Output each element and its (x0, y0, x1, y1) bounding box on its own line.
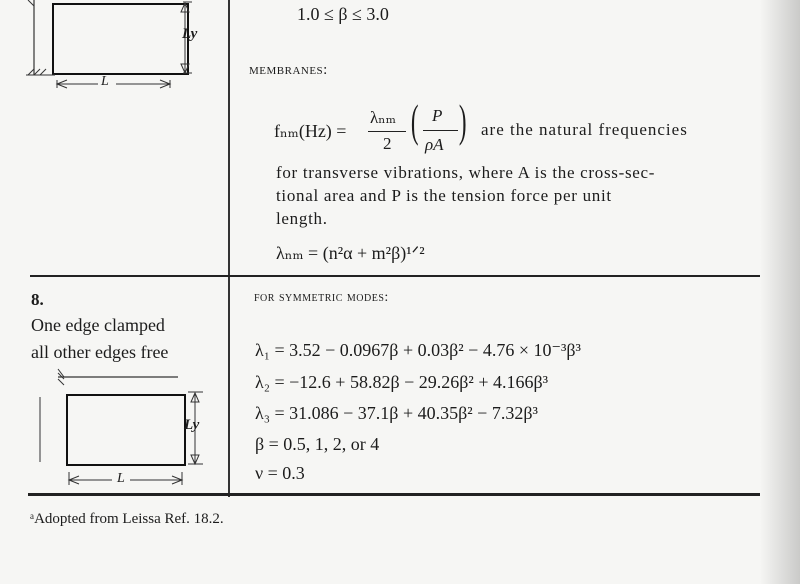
plate-rectangle (53, 4, 188, 74)
poisson-ratio: ν = 0.3 (255, 463, 305, 483)
fraction-bar-1 (368, 131, 406, 132)
row-divider (30, 275, 760, 277)
fraction-bar-2 (423, 130, 458, 131)
symmetric-heading: for symmetric modes: (254, 290, 389, 305)
denominator-two: 2 (383, 134, 392, 153)
clamped-plate-rectangle (67, 395, 185, 465)
top-plate-figure (20, 0, 220, 100)
case-dim-length: L (117, 471, 125, 486)
case-number: 8. (31, 290, 44, 309)
footnote: ᵃAdopted from Leissa Ref. 18.2. (30, 511, 224, 527)
top-dim-width: Ly (182, 26, 198, 42)
membranes-description-2: tional area and P is the tension force per unit (276, 186, 612, 205)
lambda3-equation: λ₃ = 31.086 − 37.1β + 40.35β² − 7.32β³ (255, 403, 538, 423)
beta-range: 1.0 ≤ β ≤ 3.0 (297, 4, 389, 24)
case-dim-width: Ly (184, 417, 200, 433)
page-edge-shadow (760, 0, 800, 584)
tension-numerator: P (432, 106, 443, 125)
lambda2-equation: λ₂ = −12.6 + 58.82β − 29.26β² + 4.166β³ (255, 372, 549, 392)
top-dim-length: L (101, 74, 109, 89)
frequency-tail-text: are the natural frequencies (481, 120, 688, 139)
beta-values: β = 0.5, 1, 2, or 4 (255, 434, 380, 454)
lambda1-equation: λ₁ = 3.52 − 0.0967β + 0.03β² − 4.76 × 10⁻³β³ (255, 340, 581, 360)
lambda-numerator: λₙₘ (370, 108, 397, 127)
frequency-lhs: fₙₘ(Hz) = (274, 121, 347, 141)
membranes-description-1: for transverse vibrations, where A is the cross-sec- (276, 163, 656, 182)
lambda-definition: λₙₘ = (n²α + m²β)¹ᐟ² (276, 243, 425, 263)
paren-left: ( (410, 95, 419, 146)
density-area-denominator: ρA (425, 135, 444, 154)
membranes-description-3: length. (276, 209, 328, 228)
case-description-2: all other edges free (31, 342, 169, 362)
membranes-heading: membranes: (249, 62, 328, 78)
case-description-1: One edge clamped (31, 315, 165, 335)
paren-right: ) (458, 95, 467, 146)
column-divider (228, 0, 230, 497)
